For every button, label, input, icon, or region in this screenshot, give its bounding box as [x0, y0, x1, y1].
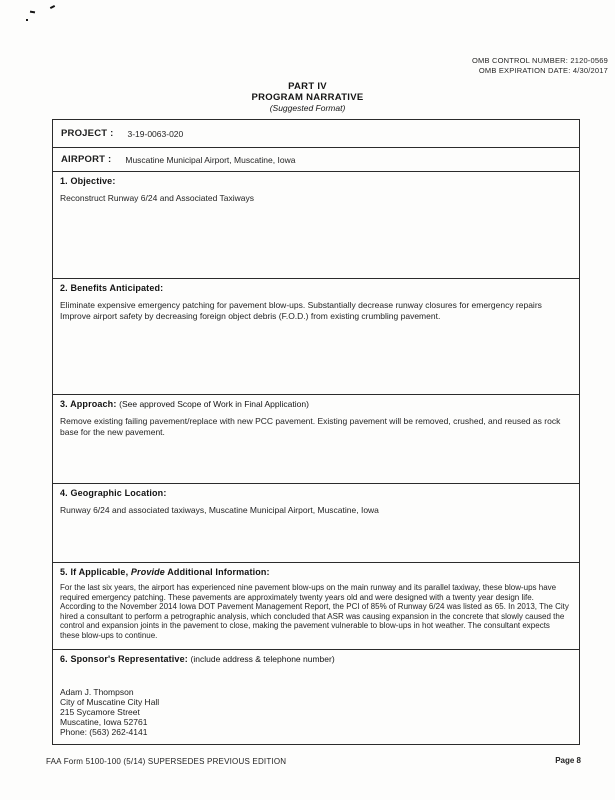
section-additional-heading — [60, 567, 571, 577]
airport-name: Muscatine Municipal Airport, Muscatine, Iowa — [125, 154, 296, 165]
section-additional-body: For the last six years, the airport has experienced nine pavement blow-ups on the main runway and its parallel taxiway, these blow-ups have required emergency patching. These pavements are approximately twenty years old and were designed with a twenty year design life. According to the November 2014 Iowa DOT Pavement Management Report, the PCI of 85% of Runway 6/24 was listed as 65. In 2013, The City hired a consultant to perform a petrographic analysis, which concluded that ASR was causing expansion in the concrete that slowly caused the control and expansion joints in the pavement to close, making the pavement vulnerable to blow-ups in hot weather. The consultant expects these blow-ups to continue. — [60, 583, 569, 640]
form-part-title: PART IV — [288, 81, 327, 92]
scan-artifact — [30, 11, 35, 14]
section-geographic — [53, 483, 579, 562]
omb-expiration-date: OMB EXPIRATION DATE: 4/30/2017 — [478, 65, 608, 75]
approach-heading-note: (See approved Scope of Work in Final Application) — [119, 399, 309, 409]
sponsor-address-block — [60, 687, 571, 737]
additional-heading-pre: 5. If Applicable, — [60, 567, 131, 577]
section-benefits-body — [60, 300, 571, 322]
approach-heading-text: 3. Approach: — [60, 399, 117, 409]
section-objective-heading: 1. Objective: — [60, 176, 116, 186]
project-number: 3-19-0063-020 — [127, 128, 184, 139]
sponsor-phone: Phone: (563) 262-4141 — [60, 727, 148, 737]
benefits-line-1: Eliminate expensive emergency patching for pavement blow-ups. Substantially decrease runway closures for emergency repairs — [60, 300, 542, 310]
scan-artifact — [26, 19, 28, 21]
form-title-block — [0, 82, 615, 114]
sponsor-name: Adam J. Thompson — [60, 687, 134, 697]
section-objective — [53, 171, 579, 278]
benefits-line-2: Improve airport safety by decreasing foreign object debris (F.O.D.) from existing crumbling pavement. — [60, 311, 441, 321]
section-benefits — [53, 278, 579, 394]
sponsor-street: 215 Sycamore Street — [60, 707, 140, 717]
program-narrative-table — [52, 119, 580, 745]
form-subtitle: (Suggested Format) — [269, 103, 346, 113]
sponsor-heading-note: (include address & telephone number) — [190, 654, 335, 664]
section-sponsor-heading — [60, 654, 571, 664]
section-additional-info — [53, 562, 579, 649]
sponsor-org: City of Muscatine City Hall — [60, 697, 160, 707]
airport-row — [53, 147, 579, 171]
additional-heading-italic: Provide — [130, 567, 165, 577]
sponsor-heading-text: 6. Sponsor's Representative: — [60, 654, 188, 664]
footer-form-id: FAA Form 5100-100 (5/14) SUPERSEDES PREVIOUS EDITION — [46, 757, 287, 766]
footer-page-number: Page 8 — [555, 756, 581, 765]
omb-control-number: OMB CONTROL NUMBER: 2120-0569 — [472, 56, 608, 65]
scan-artifact — [50, 5, 55, 9]
additional-heading-post: Additional Information: — [164, 567, 270, 577]
section-objective-body: Reconstruct Runway 6/24 and Associated Taxiways — [60, 193, 255, 203]
omb-block — [472, 56, 608, 75]
section-approach-body: Remove existing failing pavement/replace with new PCC pavement. Existing pavement will be removed, crushed, and reused as rock base for the new pavement. — [60, 416, 561, 437]
project-label: PROJECT : — [61, 128, 114, 139]
section-geographic-body: Runway 6/24 and associated taxiways, Muscatine Municipal Airport, Muscatine, Iowa — [60, 505, 379, 515]
section-approach-heading — [60, 399, 571, 409]
form-name-title: PROGRAM NARRATIVE — [251, 91, 364, 103]
sponsor-city-state-zip: Muscatine, Iowa 52761 — [60, 717, 148, 727]
section-approach — [53, 394, 579, 483]
section-geographic-heading: 4. Geographic Location: — [60, 488, 167, 498]
section-sponsor-representative — [53, 649, 579, 744]
airport-label: AIRPORT : — [61, 154, 112, 165]
section-benefits-heading: 2. Benefits Anticipated: — [60, 283, 164, 293]
project-row — [53, 120, 579, 147]
